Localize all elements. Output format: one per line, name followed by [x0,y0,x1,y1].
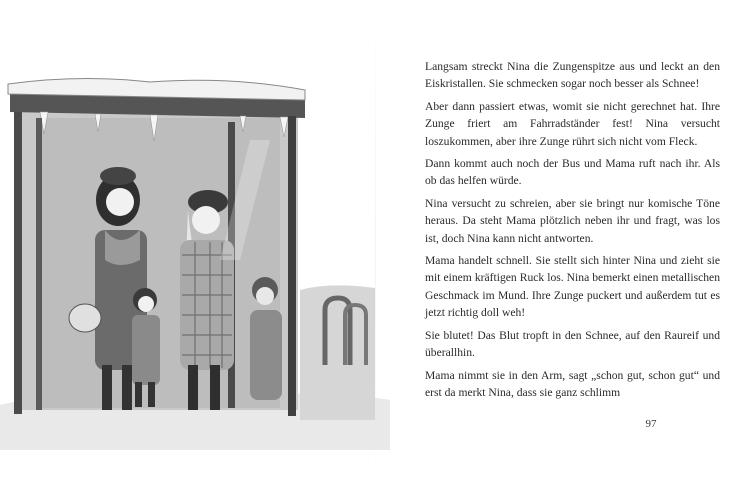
paragraph: Aber dann passiert etwas, womit sie nicht gerechnet hat. Ihre Zunge friert am Fahrradständer fest! Nina versucht loszukommen, aber ihre Zunge rührt sich nicht vom Fleck. [425,99,720,148]
page-number [0,418,750,430]
paragraph: Sie blutet! Das Blut tropft in den Schnee, auf den Raureif und überallhin. [425,328,720,360]
paragraph: Mama handelt schnell. Sie stellt sich hinter Nina und zieht sie mit einem kräftigen Ruck los. Nina bemerkt einen metallischen Geschmack im Mund. Ihre Zunge puckert und außerdem tut es jetzt richtig doll weh! [425,254,720,320]
bus-shelter-illustration [0,60,390,450]
paragraph: Mama nimmt sie in den Arm, sagt „schon gut, schon gut“ und erst da merkt Nina, dass sie ganz schlimm [425,368,720,399]
paragraph: Nina versucht zu schreien, aber sie bringt nur komische Töne heraus. Da steht Mama plötzlich neben ihr und fragt, was los ist, doch Nina kann nicht antworten. [425,196,720,245]
text-page [425,58,720,406]
paragraph: Dann kommt auch noch der Bus und Mama ruft nach ihr. Als ob das helfen würde. [425,157,720,188]
paragraph: Langsam streckt Nina die Zungenspitze aus und leckt an den Eiskristallen. Sie schmecken sogar noch besser als Schnee! [425,60,720,91]
page-number-label: 97 [645,418,657,430]
